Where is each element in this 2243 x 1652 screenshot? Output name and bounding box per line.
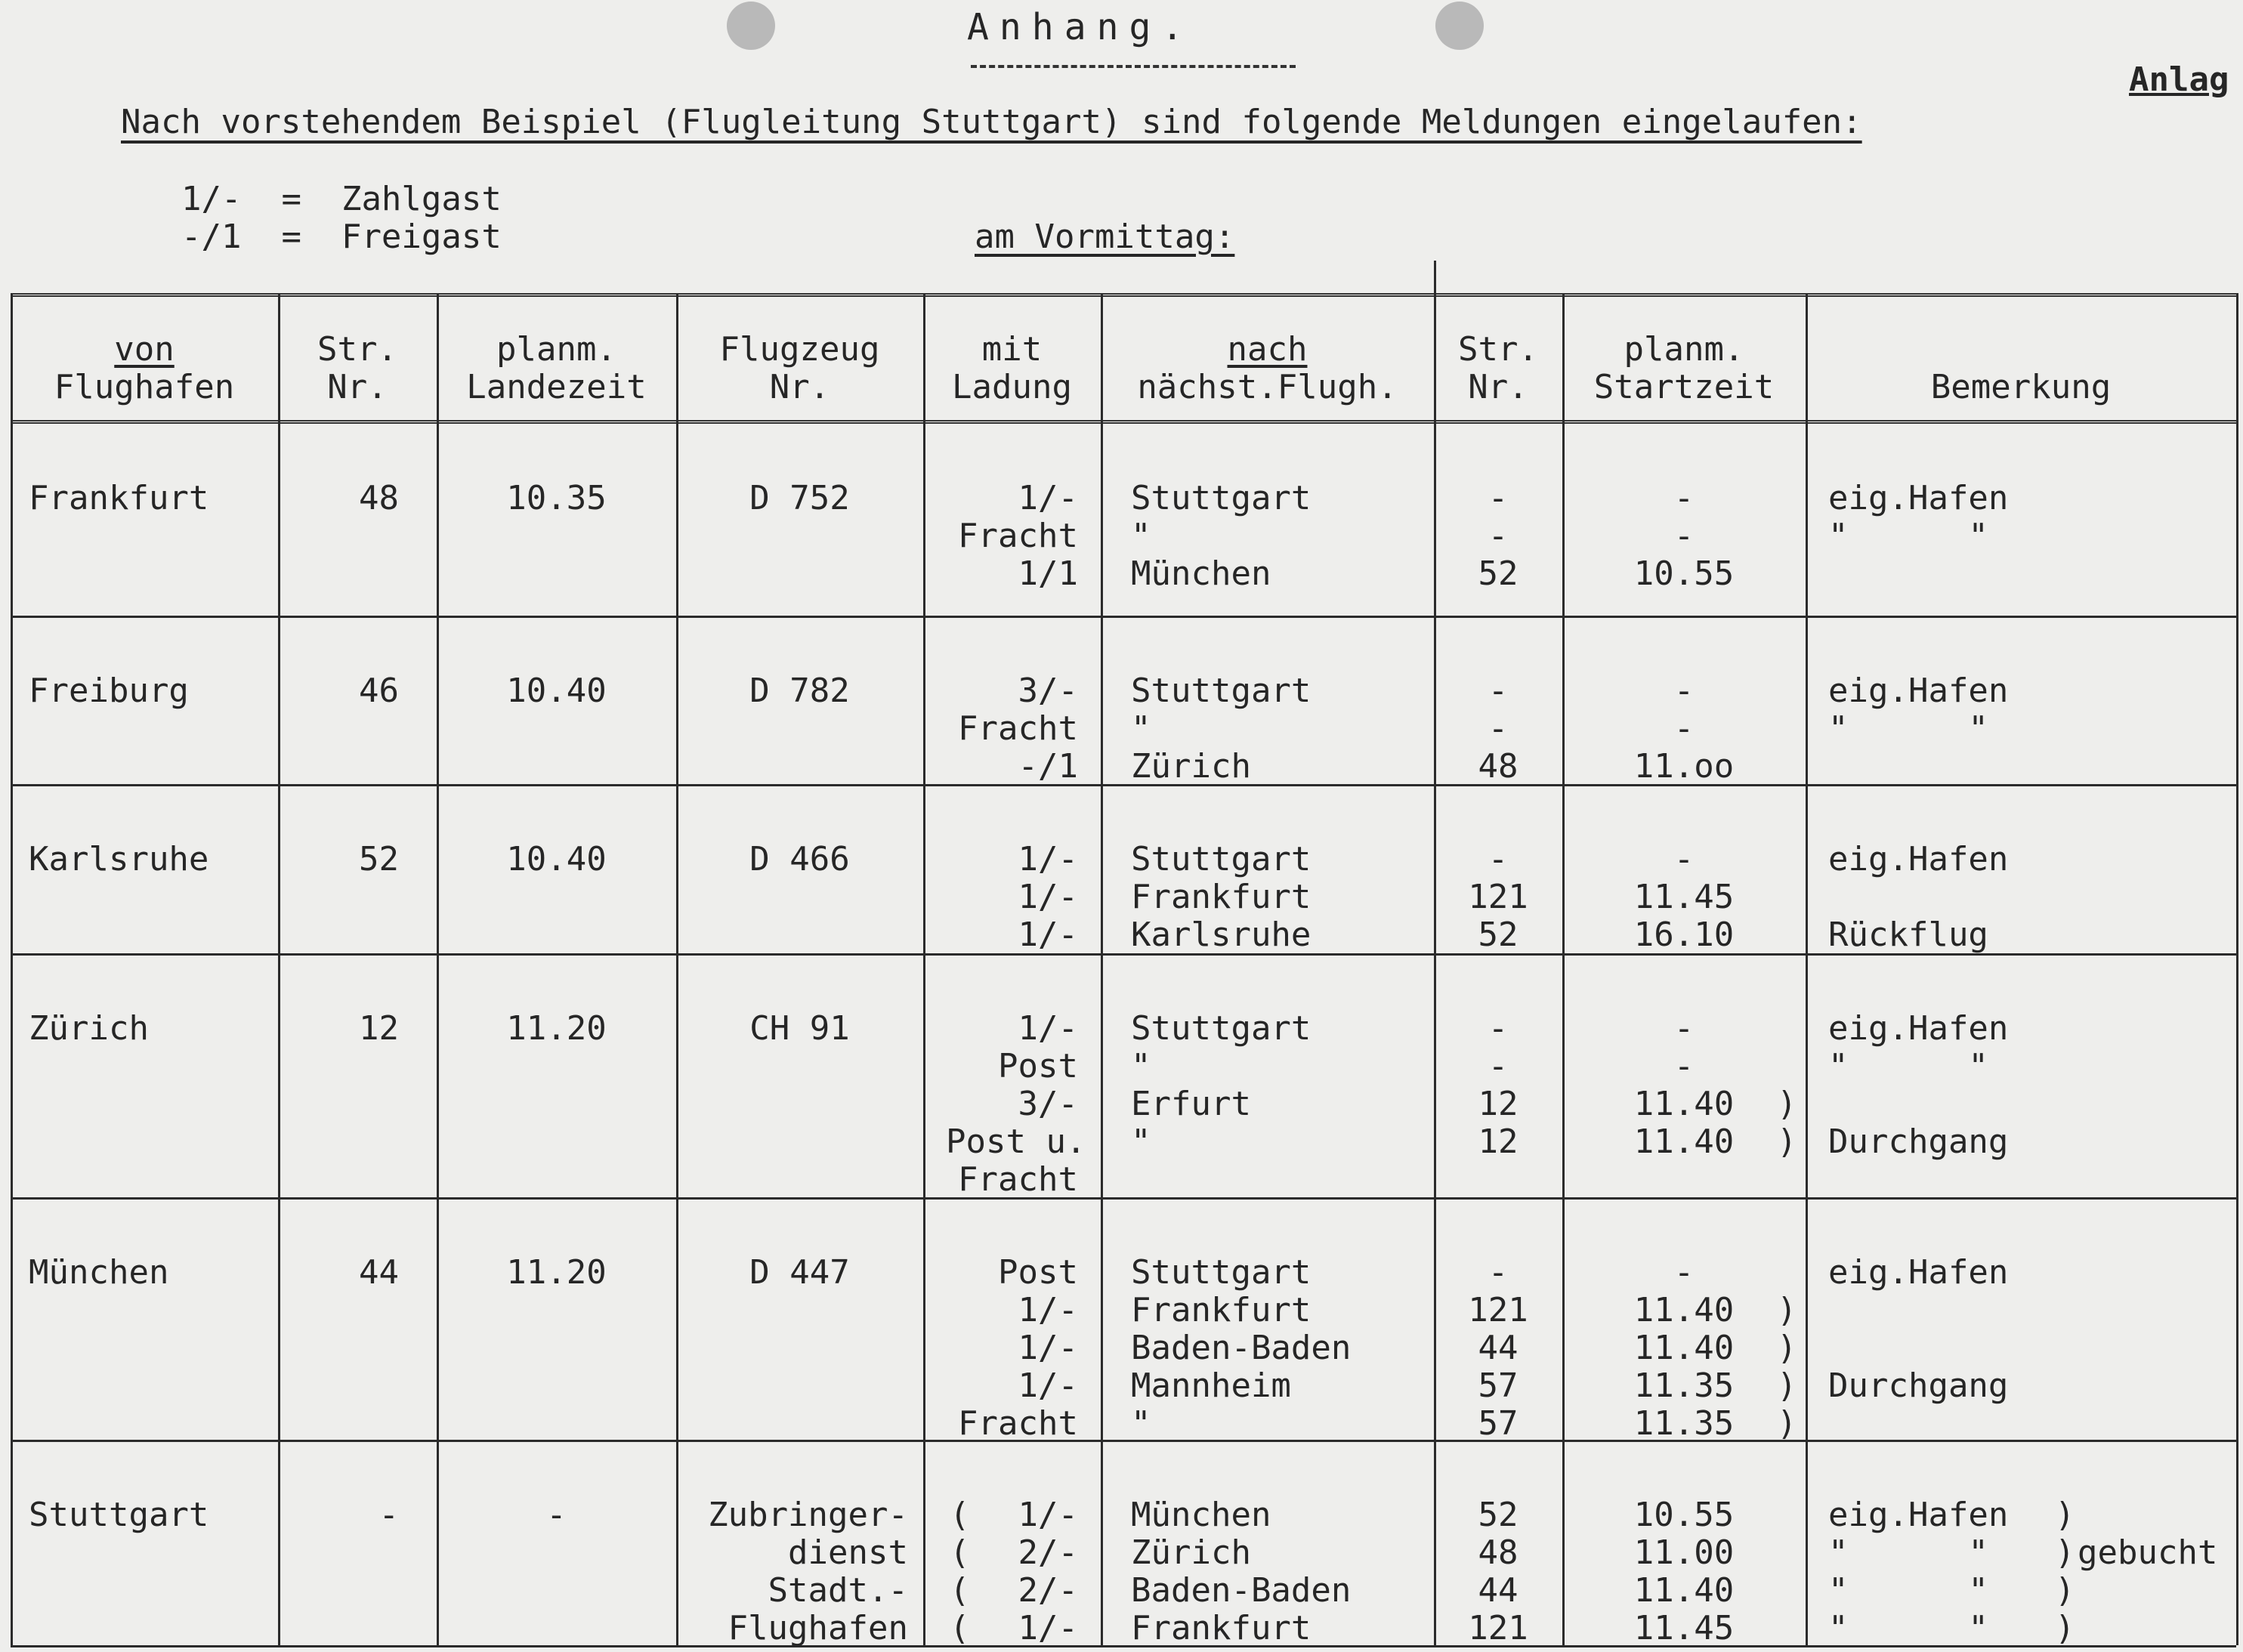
remark: Rückflug — [1828, 916, 1988, 954]
corner-label: Anlag — [2129, 60, 2229, 99]
next-route-number: 52 — [1478, 1496, 1519, 1534]
next-route-number: - — [1488, 1047, 1509, 1085]
scheduled-landing: 10.35 — [506, 479, 607, 517]
scheduled-departure: - — [1673, 479, 1695, 517]
scheduled-landing: 10.40 — [506, 840, 607, 878]
bracket-right: ) — [2055, 1571, 2075, 1610]
scheduled-departure: - — [1673, 1047, 1695, 1085]
scheduled-departure: 11.45 — [1633, 878, 1735, 916]
bracket-right: ) — [1777, 1366, 1797, 1405]
bracket-right: ) — [2055, 1496, 2075, 1534]
column-header-line2: Startzeit — [1593, 368, 1775, 406]
next-airport: Stuttgart — [1131, 672, 1312, 710]
column-header-line1: planm. — [1624, 330, 1744, 369]
load-entry: 1/- — [1018, 840, 1078, 878]
column-header-line1: Str. — [1458, 330, 1538, 369]
remark: " " — [1828, 517, 1988, 555]
aircraft-number: CH 91 — [749, 1009, 850, 1048]
next-airport: Frankfurt — [1131, 1291, 1312, 1329]
scheduled-departure: 11.35 — [1633, 1404, 1735, 1443]
column-header-line2: Flughafen — [54, 368, 235, 406]
next-airport: Stuttgart — [1131, 840, 1312, 878]
next-airport: " — [1131, 517, 1151, 555]
scheduled-departure: 11.00 — [1633, 1533, 1735, 1572]
column-line — [2236, 293, 2238, 1645]
next-route-number: - — [1488, 1253, 1509, 1292]
remark: eig.Hafen — [1828, 1496, 2009, 1534]
scheduled-departure: 11.40 — [1633, 1085, 1735, 1123]
scheduled-departure: 16.10 — [1633, 916, 1735, 954]
next-route-number: 48 — [1478, 1533, 1519, 1572]
row-separator — [11, 1440, 2236, 1442]
column-header-line2: Bemerkung — [1930, 368, 2112, 406]
load-entry: 1/- — [1018, 479, 1078, 517]
column-header-line1: planm. — [496, 330, 616, 369]
scheduled-departure: - — [1673, 709, 1695, 748]
next-route-number: 12 — [1478, 1122, 1519, 1161]
booking-note: gebucht — [2078, 1533, 2218, 1572]
next-airport: Erfurt — [1131, 1085, 1251, 1123]
load-entry: Fracht — [958, 517, 1078, 555]
next-route-number: - — [1488, 1009, 1509, 1048]
legend-code: 1/- — [181, 180, 242, 218]
header-bottom-rule — [11, 420, 2236, 424]
next-route-number: 52 — [1478, 554, 1519, 593]
load-entry: -/1 — [1018, 747, 1078, 786]
next-airport: Baden-Baden — [1131, 1571, 1352, 1610]
load-entry: Post — [998, 1047, 1078, 1085]
load-entry: 1/- — [1018, 1496, 1078, 1534]
remark: eig.Hafen — [1828, 840, 2009, 878]
next-route-number: - — [1488, 479, 1509, 517]
load-entry: 2/- — [1018, 1533, 1078, 1572]
aircraft-number: D 466 — [749, 840, 850, 878]
next-airport: Karlsruhe — [1131, 916, 1312, 954]
next-route-number: 121 — [1468, 878, 1528, 916]
bracket-left: ( — [950, 1496, 970, 1534]
scheduled-departure: - — [1673, 1009, 1695, 1048]
remark: " " — [1828, 1533, 1988, 1572]
scheduled-departure: 11.45 — [1633, 1609, 1735, 1647]
scheduled-departure: 10.55 — [1633, 1496, 1735, 1534]
column-header-line2: Nr. — [327, 368, 388, 406]
legend-eq: = — [281, 218, 301, 256]
remark: Durchgang — [1828, 1122, 2009, 1161]
load-entry: 1/1 — [1018, 554, 1078, 593]
route-number: 46 — [359, 672, 399, 710]
column-header-line2: Nr. — [769, 368, 830, 406]
load-entry: 1/- — [1018, 1609, 1078, 1647]
load-entry: Fracht — [958, 1160, 1078, 1199]
next-airport: " — [1131, 1047, 1151, 1085]
load-entry: Fracht — [958, 1404, 1078, 1443]
scheduled-departure: 11.40 — [1633, 1122, 1735, 1161]
origin-airport: Zürich — [29, 1009, 149, 1048]
legend-meaning: Freigast — [341, 218, 502, 256]
next-route-number: - — [1488, 840, 1509, 878]
legend-code: -/1 — [181, 218, 242, 256]
column-line — [11, 293, 13, 1645]
scheduled-departure: 11.35 — [1633, 1366, 1735, 1405]
scheduled-departure: - — [1673, 1253, 1695, 1292]
load-entry: 1/- — [1018, 878, 1078, 916]
next-airport: " — [1131, 1122, 1151, 1161]
load-entry: 2/- — [1018, 1571, 1078, 1610]
next-airport: Stuttgart — [1131, 1009, 1312, 1048]
scheduled-departure: - — [1673, 517, 1695, 555]
next-route-number: - — [1488, 672, 1509, 710]
column-header-line1: mit — [981, 330, 1043, 369]
row-separator — [11, 1197, 2236, 1200]
aircraft-note: dienst — [788, 1533, 908, 1572]
bracket-right: ) — [1777, 1329, 1797, 1367]
punch-hole-right — [1435, 2, 1484, 50]
next-airport: Baden-Baden — [1131, 1329, 1352, 1367]
legend-line-freigast — [181, 218, 502, 256]
remark: " " — [1828, 1609, 1988, 1647]
scheduled-departure: - — [1673, 672, 1695, 710]
origin-airport: Frankfurt — [29, 479, 209, 517]
legend-eq: = — [281, 180, 301, 218]
remark: " " — [1828, 1047, 1988, 1085]
origin-airport: München — [29, 1253, 169, 1292]
scheduled-departure: 11.40 — [1633, 1571, 1735, 1610]
bracket-right: ) — [2055, 1533, 2075, 1572]
origin-airport: Karlsruhe — [29, 840, 209, 878]
load-entry: 3/- — [1018, 672, 1078, 710]
intro-text: Nach vorstehendem Beispiel (Flugleitung Stuttgart) sind folgende Meldungen eingelaufen: — [121, 103, 1862, 141]
next-airport: " — [1131, 1404, 1151, 1443]
row-separator — [11, 784, 2236, 786]
route-number: 48 — [359, 479, 399, 517]
route-number: 44 — [359, 1253, 399, 1292]
aircraft-note: Flughafen — [728, 1609, 908, 1647]
column-header-line2: nächst.Flugh. — [1137, 368, 1398, 406]
next-route-number: 44 — [1478, 1571, 1519, 1610]
next-route-number: 121 — [1468, 1291, 1528, 1329]
subheading: am Vormittag: — [975, 218, 1235, 256]
scheduled-departure: - — [1673, 840, 1695, 878]
load-entry: 1/- — [1018, 916, 1078, 954]
aircraft-note: Zubringer- — [708, 1496, 908, 1534]
next-airport: München — [1131, 1496, 1271, 1534]
column-line — [923, 293, 925, 1645]
next-route-number: 44 — [1478, 1329, 1519, 1367]
column-header-line1: Flugzeug — [719, 330, 880, 369]
scheduled-landing: 10.40 — [506, 672, 607, 710]
bracket-left: ( — [950, 1571, 970, 1610]
column-line — [1101, 293, 1103, 1645]
remark: " " — [1828, 709, 1988, 748]
column-header-line2: Ladung — [952, 368, 1072, 406]
next-airport: Stuttgart — [1131, 479, 1312, 517]
load-entry: 1/- — [1018, 1291, 1078, 1329]
next-airport: Zürich — [1131, 747, 1251, 786]
aircraft-number: D 782 — [749, 672, 850, 710]
column-header-line1: Str. — [317, 330, 397, 369]
scheduled-departure: 11.oo — [1633, 747, 1735, 786]
origin-airport: Freiburg — [29, 672, 189, 710]
remark: Durchgang — [1828, 1366, 2009, 1405]
punch-hole-left — [727, 2, 775, 50]
column-header-line1: von — [114, 330, 175, 369]
load-entry: 3/- — [1018, 1085, 1078, 1123]
aircraft-note: Stadt.- — [768, 1571, 908, 1610]
next-route-number: 57 — [1478, 1366, 1519, 1405]
next-route-number: - — [1488, 709, 1509, 748]
load-entry: Post — [998, 1253, 1078, 1292]
column-header-line2: Landezeit — [466, 368, 647, 406]
remark: eig.Hafen — [1828, 479, 2009, 517]
load-entry: Fracht — [958, 709, 1078, 748]
next-route-number: 57 — [1478, 1404, 1519, 1443]
column-line — [278, 293, 280, 1645]
next-airport: München — [1131, 554, 1271, 593]
bracket-right: ) — [2055, 1609, 2075, 1647]
legend-line-zahlgast — [181, 180, 502, 218]
load-entry: 1/- — [1018, 1009, 1078, 1048]
bracket-left: ( — [950, 1533, 970, 1572]
scheduled-landing: 11.20 — [506, 1009, 607, 1048]
column-line — [1806, 293, 1808, 1645]
bracket-right: ) — [1777, 1404, 1797, 1443]
next-route-number: 121 — [1468, 1609, 1528, 1647]
aircraft-number: D 447 — [749, 1253, 850, 1292]
legend-meaning: Zahlgast — [341, 180, 502, 218]
scheduled-departure: 11.40 — [1633, 1329, 1735, 1367]
scheduled-departure: 11.40 — [1633, 1291, 1735, 1329]
load-entry: 1/- — [1018, 1366, 1078, 1405]
next-airport: Frankfurt — [1131, 878, 1312, 916]
route-number: 52 — [359, 840, 399, 878]
remark: eig.Hafen — [1828, 672, 2009, 710]
remark: " " — [1828, 1571, 1988, 1610]
scheduled-departure: 10.55 — [1633, 554, 1735, 593]
bracket-left: ( — [950, 1609, 970, 1647]
bracket-right: ) — [1777, 1122, 1797, 1161]
next-route-number: 12 — [1478, 1085, 1519, 1123]
bracket-right: ) — [1777, 1085, 1797, 1123]
next-airport: Frankfurt — [1131, 1609, 1312, 1647]
next-airport: Stuttgart — [1131, 1253, 1312, 1292]
next-airport: " — [1131, 709, 1151, 748]
next-airport: Zürich — [1131, 1533, 1251, 1572]
next-airport: Mannheim — [1131, 1366, 1291, 1405]
row-separator — [11, 616, 2236, 618]
remark: eig.Hafen — [1828, 1253, 2009, 1292]
next-route-number: - — [1488, 517, 1509, 555]
column-header-line2: Nr. — [1468, 368, 1528, 406]
route-number: 12 — [359, 1009, 399, 1048]
route-number: - — [378, 1496, 399, 1534]
scheduled-landing: 11.20 — [506, 1253, 607, 1292]
remark: eig.Hafen — [1828, 1009, 2009, 1048]
origin-airport: Stuttgart — [29, 1496, 209, 1534]
bracket-right: ) — [1777, 1291, 1797, 1329]
column-header-line1: nach — [1227, 330, 1308, 369]
load-entry: Post u. — [946, 1122, 1086, 1161]
aircraft-number: D 752 — [749, 479, 850, 517]
title-underline — [971, 65, 1296, 68]
next-route-number: 48 — [1478, 747, 1519, 786]
next-route-number: 52 — [1478, 916, 1519, 954]
load-entry: 1/- — [1018, 1329, 1078, 1367]
scheduled-landing: - — [546, 1496, 567, 1534]
header-top-rule — [11, 293, 2236, 297]
page-title: Anhang. — [967, 6, 1194, 48]
